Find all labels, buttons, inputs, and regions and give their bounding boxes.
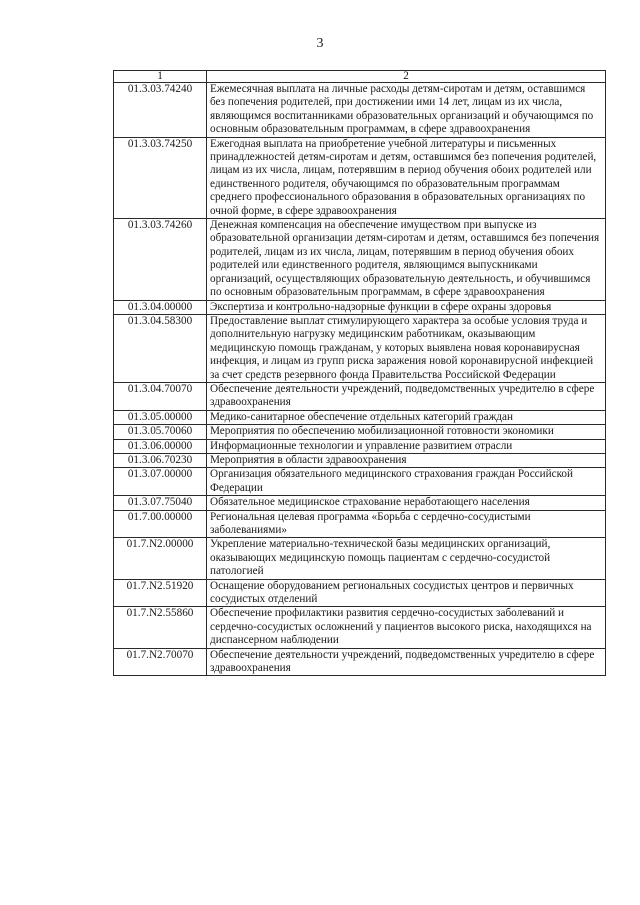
classification-name: Обеспечение деятельности учреждений, подведомственных учредителю в сфере здравоохранения [207, 382, 606, 410]
classification-name: Предоставление выплат стимулирующего характера за особые условия труда и дополнительную нагрузку медицинским работникам, оказывающим медицинскую помощь гражданам, у которых выявлена новая коронавирусная инфекция, и лицам из групп риска заражения новой коронавирусной инфекцией за счет средств резервного фонда Правительства Российской Федерации [207, 314, 606, 382]
table-row [114, 83, 606, 138]
classification-name: Мероприятия в области здравоохранения [207, 453, 606, 467]
classification-code: 01.3.04.70070 [114, 382, 207, 410]
classification-code: 01.3.06.70230 [114, 453, 207, 467]
table-row [114, 538, 606, 579]
classification-code: 01.3.06.00000 [114, 439, 207, 453]
table-row [114, 410, 606, 424]
classification-code: 01.7.00.00000 [114, 510, 207, 538]
table-row [114, 314, 606, 382]
classification-name: Региональная целевая программа «Борьба с сердечно-сосудистыми заболеваниями» [207, 510, 606, 538]
table-row [114, 607, 606, 648]
classification-code: 01.7.N2.00000 [114, 538, 207, 579]
table-row [114, 137, 606, 218]
classification-name: Медико-санитарное обеспечение отдельных категорий граждан [207, 410, 606, 424]
classification-code: 01.3.07.75040 [114, 496, 207, 510]
classification-name: Обязательное медицинское страхование неработающего населения [207, 496, 606, 510]
classification-name: Организация обязательного медицинского страхования граждан Российской Федерации [207, 468, 606, 496]
table-row [114, 439, 606, 453]
budget-classification-table [113, 70, 606, 676]
classification-name: Укрепление материально-технической базы медицинских организаций, оказывающих медицинскую помощь пациентам с сердечно-сосудистой патологией [207, 538, 606, 579]
page-number: 3 [316, 36, 324, 51]
table-row [114, 468, 606, 496]
table-row [114, 579, 606, 607]
classification-name: Обеспечение профилактики развития сердечно-сосудистых заболеваний и сердечно-сосудистых осложнений у пациентов высокого риска, находящихся на диспансерном наблюдении [207, 607, 606, 648]
column-header-name: 2 [207, 71, 606, 83]
classification-code: 01.3.04.00000 [114, 300, 207, 314]
table-row [114, 648, 606, 676]
table-row [114, 219, 606, 300]
table-row [114, 300, 606, 314]
classification-name: Мероприятия по обеспечению мобилизационной готовности экономики [207, 425, 606, 439]
classification-code: 01.7.N2.55860 [114, 607, 207, 648]
classification-code: 01.3.04.58300 [114, 314, 207, 382]
classification-name: Ежемесячная выплата на личные расходы детям-сиротам и детям, оставшимся без попечения родителей, при достижении ими 14 лет, лицам из их числа, являющимся воспитанниками образовательных организаций и обучающимся по основным образовательным программам, в сфере здравоохранения [207, 83, 606, 138]
table-row [114, 382, 606, 410]
table-row [114, 510, 606, 538]
classification-code: 01.3.03.74240 [114, 83, 207, 138]
classification-name: Обеспечение деятельности учреждений, подведомственных учредителю в сфере здравоохранения [207, 648, 606, 676]
classification-name: Ежегодная выплата на приобретение учебной литературы и письменных принадлежностей детям-сиротам и детям, оставшимся без попечения родителей, лицам из их числа, лицам, потерявшим в период обучения обоих родителей или единственного родителя, обучающимся по образовательным программам среднего профессионального образования в образовательных организациях по очной форме, в сфере здравоохранения [207, 137, 606, 218]
table-body [114, 83, 606, 676]
table-header-row [114, 71, 606, 83]
classification-name: Оснащение оборудованием региональных сосудистых центров и первичных сосудистых отделений [207, 579, 606, 607]
column-header-code: 1 [114, 71, 207, 83]
table-row [114, 496, 606, 510]
classification-name: Денежная компенсация на обеспечение имуществом при выпуске из образовательной организации детям-сиротам и детям, оставшимся без попечения родителей, лицам из их числа, лицам, потерявшим в период обучения обоих родителей или единственного родителя, являющимся выпускниками организаций, осуществляющих образовательную деятельность, и обучившимся по основным образовательным программам, в сфере здравоохранения [207, 219, 606, 300]
classification-code: 01.7.N2.51920 [114, 579, 207, 607]
classification-code: 01.3.07.00000 [114, 468, 207, 496]
classification-code: 01.3.05.00000 [114, 410, 207, 424]
table-row [114, 425, 606, 439]
classification-name: Информационные технологии и управление развитием отрасли [207, 439, 606, 453]
table-row [114, 453, 606, 467]
classification-code: 01.3.03.74250 [114, 137, 207, 218]
classification-code: 01.7.N2.70070 [114, 648, 207, 676]
classification-code: 01.3.03.74260 [114, 219, 207, 300]
classification-name: Экспертиза и контрольно-надзорные функции в сфере охраны здоровья [207, 300, 606, 314]
classification-code: 01.3.05.70060 [114, 425, 207, 439]
